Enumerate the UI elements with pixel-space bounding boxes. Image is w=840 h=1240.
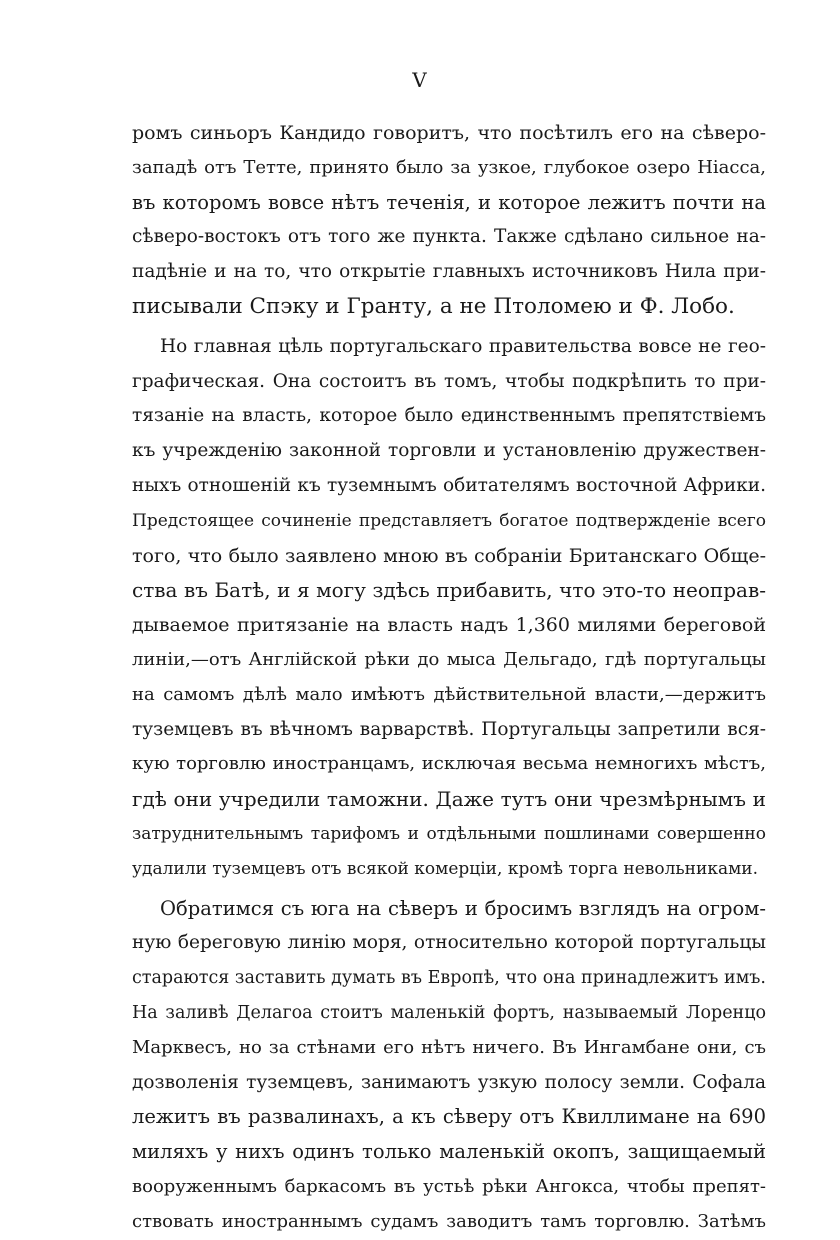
text-line: затруднительнымъ тарифомъ и отдѣльными пошлинами совершенно (132, 823, 766, 844)
text-line: дозволенія туземцевъ, занимаютъ узкую полосу земли. Софала (132, 1071, 766, 1093)
text-line: того, что было заявлено мною въ собраніи Британскаго Обще- (132, 544, 766, 567)
text-line: ствовать иностраннымъ судамъ заводитъ тамъ торговлю. Затѣмъ (132, 1210, 766, 1232)
text-line: стараются заставить думать въ Европѣ, что она принадлежитъ имъ. (132, 968, 766, 989)
text-line: вооруженнымъ баркасомъ въ устьѣ рѣки Ангокса, чтобы препят- (132, 1175, 766, 1197)
text-line: кую торговлю иностранцамъ, исключая весьма немногихъ мѣстъ, (132, 753, 766, 775)
text-line: Марквесъ, но за стѣнами его нѣтъ ничего. Въ Ингамбане они, съ (132, 1036, 766, 1058)
body-text (132, 116, 766, 1240)
text-line: на самомъ дѣлѣ мало имѣютъ дѣйствительной власти,—держитъ (132, 683, 766, 705)
text-line: гдѣ они учредили таможни. Даже тутъ они чрезмѣрнымъ и (132, 787, 766, 812)
paragraph-first-line: Обратимся съ юга на сѣверъ и бросимъ взглядъ на огром- (160, 896, 766, 920)
text-line: Предстоящее сочиненіе представляетъ богатое подтвержденіе всего (132, 510, 766, 531)
text-line: ромъ синьоръ Кандидо говоритъ, что посѣтилъ его на сѣверо- (132, 122, 766, 144)
text-line: линіи,—отъ Англійской рѣки до мыса Дельгадо, гдѣ португальцы (132, 648, 766, 670)
text-line: удалили туземцевъ отъ всякой комерціи, кромѣ торга невольниками. (132, 858, 759, 879)
text-line: въ которомъ вовсе нѣтъ теченія, и которое лежитъ почти на (132, 190, 766, 214)
text-line: къ учрежденію законной торговли и установленію дружествен- (132, 440, 766, 462)
paragraph-first-line: Но главная цѣль португальскаго правительства вовсе не гео- (160, 335, 766, 357)
text-line: туземцевъ въ вѣчномъ варварствѣ. Португальцы запретили вся- (132, 718, 766, 740)
page-number: V (412, 68, 428, 92)
text-line: сѣверо-востокъ отъ того же пункта. Также сдѣлано сильное на- (132, 226, 766, 248)
text-line: миляхъ у нихъ одинъ только маленькій окопъ, защищаемый (132, 1140, 766, 1164)
text-line: писывали Спэку и Гранту, а не Птоломею и Ф. Лобо. (132, 293, 735, 319)
text-line: лежитъ въ развалинахъ, а къ сѣверу отъ Квиллимане на 690 (132, 1105, 766, 1129)
text-line: тязаніе на власть, которое было единственнымъ препятствіемъ (132, 405, 766, 427)
text-line: ства въ Батѣ, и я могу здѣсь прибавить, что это-то неоправ- (132, 578, 766, 603)
text-line: падѣніе и на то, что открытіе главныхъ источниковъ Нила при- (132, 261, 766, 283)
text-line: ную береговую линію моря, относительно которой португальцы (132, 932, 766, 954)
text-line: графическая. Она состоитъ въ томъ, чтобы подкрѣпить то при- (132, 370, 766, 392)
text-line: западѣ отъ Тетте, принято было за узкое, глубокое озеро Ніасса, (132, 156, 766, 178)
text-line: ныхъ отношеній къ туземнымъ обитателямъ восточной Африки. (132, 474, 766, 496)
text-line: На заливѣ Делагоа стоитъ маленькій фортъ, называемый Лоренцо (132, 1002, 766, 1023)
text-line: дываемое притязаніе на власть надъ 1,360 милями береговой (132, 614, 766, 637)
